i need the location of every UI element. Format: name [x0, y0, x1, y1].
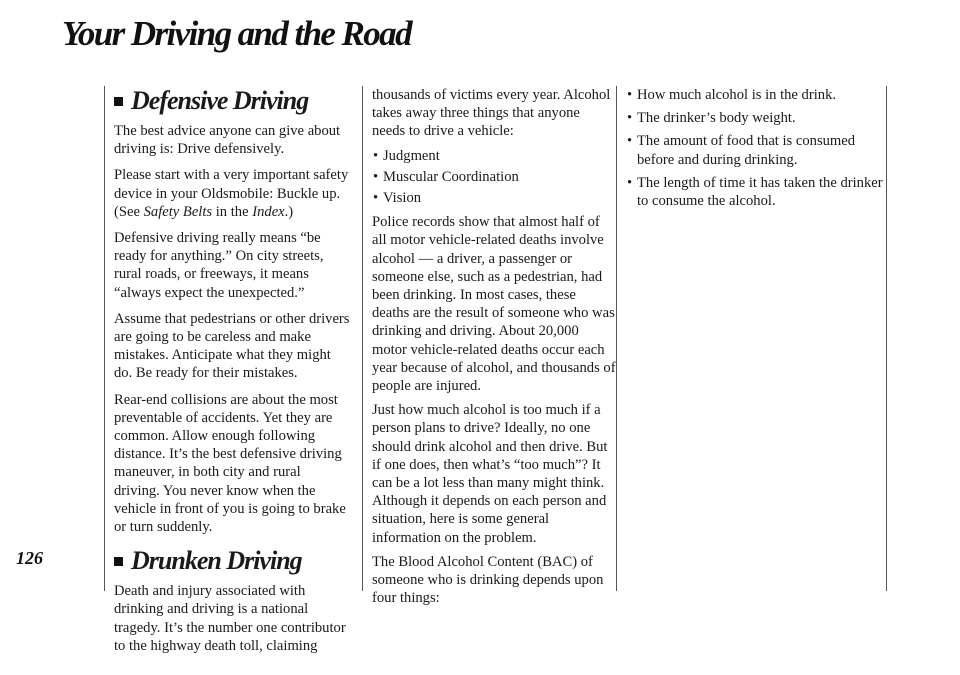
column-1 [114, 86, 350, 663]
column-divider-2 [616, 86, 617, 591]
paragraph: Police records show that almost half of all motor vehicle-related deaths involve alcohol — a driver, a passenger or someone else, such as a pedestrian, had been drinking. In most cases, these deaths are the result of someone who was drinking and driving. About 20,000 motor vehicle-related deaths occur each year because of alcohol, and thousands of people are injured. [372, 214, 616, 395]
column-divider-3 [886, 86, 887, 591]
column-2 [372, 86, 616, 613]
section-heading-defensive-driving [114, 86, 350, 116]
section-heading-text: Drunken Driving [131, 546, 302, 576]
paragraph: The best advice anyone can give about driving is: Drive defensively. [114, 123, 341, 158]
section-heading-drunken-driving [114, 546, 350, 576]
bullet-list [626, 86, 886, 210]
paragraph: Assume that pedestrians or other drivers are going to be careless and make mistakes. Anticipate what they might do. Be ready for their mistakes. [114, 310, 350, 382]
column-3 [626, 86, 886, 216]
list-item: • The drinker’s body weight. [626, 109, 886, 127]
section-heading-text: Defensive Driving [131, 86, 309, 115]
paragraph [114, 166, 350, 221]
text-run: .) [284, 203, 294, 220]
list-item: • Vision [372, 189, 616, 207]
reference-safety-belts: Safety Belts [143, 203, 213, 220]
text-run: in the [212, 203, 253, 220]
page-number: 126 [16, 548, 43, 568]
list-item: • The amount of food that is consumed before and during drinking. [626, 132, 886, 168]
paragraph: Death and injury associated with drinking and driving is a national tragedy. It’s the number one contributor to the highway death toll, claiming [114, 583, 346, 654]
list-item: • How much alcohol is in the drink. [626, 86, 886, 104]
bullet-list [372, 147, 616, 208]
square-bullet-icon [114, 97, 123, 106]
paragraph: Defensive driving really means “be ready for anything.” On city streets, rural roads, or freeways, it means “always expect the unexpected.” [114, 230, 324, 301]
square-bullet-icon [114, 557, 123, 566]
paragraph: Rear-end collisions are about the most preventable of accidents. Yet they are common. Allow enough following distance. It’s the best defensive driving maneuver, in both city and rural driving. You never know when the vehicle in front of you is going to brake or turn suddenly. [114, 391, 346, 536]
paragraph: The Blood Alcohol Content (BAC) of someone who is drinking depends upon four things: [372, 553, 604, 607]
left-margin-rule [104, 86, 105, 591]
list-item: • Muscular Coordination [372, 168, 616, 186]
list-item: • Judgment [372, 147, 616, 165]
paragraph: thousands of victims every year. Alcohol takes away three things that anyone needs to drive a vehicle: [372, 87, 611, 140]
list-item: • The length of time it has taken the drinker to consume the alcohol. [626, 174, 886, 210]
column-divider-1 [362, 86, 363, 591]
text-run: Please start with a very important safety device in your Oldsmobile: Buckle up. (See [114, 167, 349, 220]
paragraph: Just how much alcohol is too much if a person plans to drive? Ideally, no one should drink alcohol and then drive. But if one does, then what’s “too much”? It can be a lot less than many might think. Although it depends on each person and situation, here is some general information on the problem. [372, 402, 608, 546]
reference-index: Index [252, 203, 285, 220]
page-title: Your Driving and the Road [62, 14, 411, 53]
